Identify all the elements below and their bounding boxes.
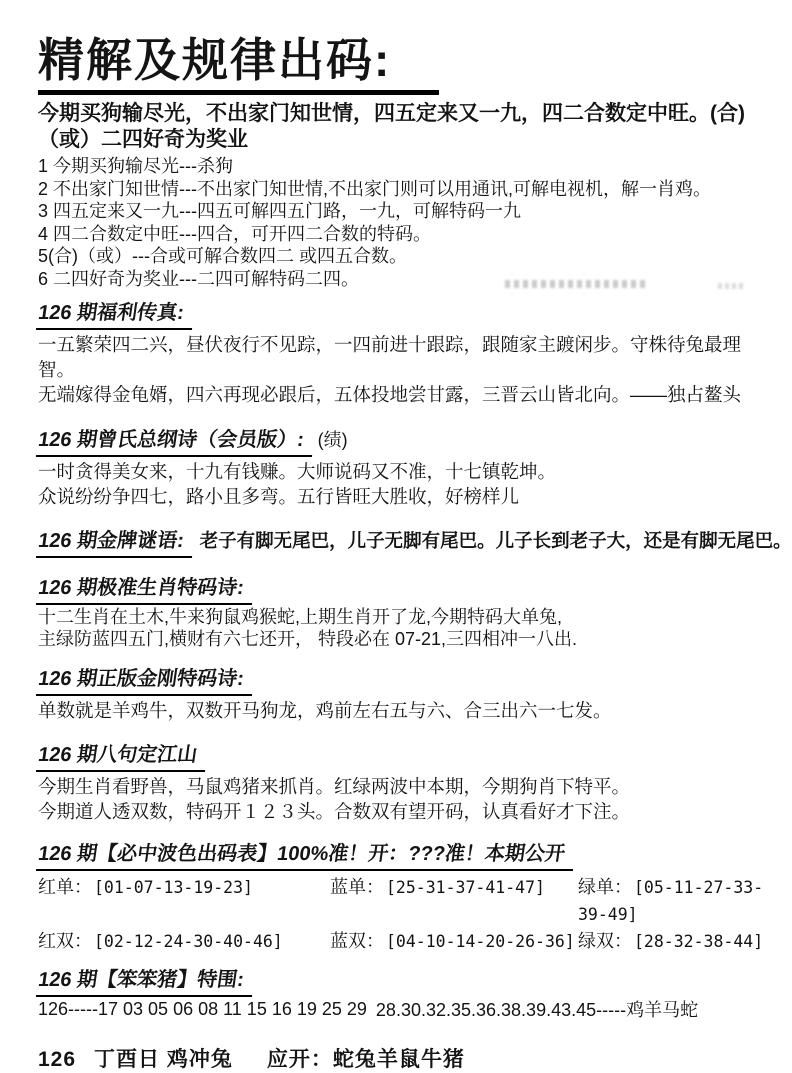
section-heading-text: 126 期【必中波色出码表】100%准！开：???准！本期公开: [36, 841, 577, 871]
explanation-item: 5(合)（或）---合或可解合数四二 或四五合数。: [38, 246, 407, 266]
section-heading-text: 126 期八句定江山: [36, 742, 209, 772]
color-cell: [578, 874, 772, 928]
explanation-item: 6 二四好奇为奖业---二四可解特码二四。: [38, 268, 359, 289]
footer-day: 丁酉日 鸡冲兔: [94, 1048, 233, 1071]
color-cell: [38, 928, 330, 955]
color-cell-values: [05-11-27-33-39-49]: [578, 878, 764, 924]
section-heading-text: 126 期金牌谜语:: [36, 528, 196, 558]
faded-print-artifact: [505, 280, 647, 288]
color-cell-values: [01-07-13-19-23]: [94, 878, 253, 897]
color-cell-label: 绿双：: [578, 931, 632, 951]
color-cell-label: 红双：: [38, 931, 92, 951]
section-bajiu-ding-jiangshan: [38, 742, 772, 824]
section-heading-text: 126 期曾氏总纲诗（会员版）:: [36, 427, 316, 457]
section-zengshi-zonggang: [38, 427, 772, 509]
section-line: 十二生肖在土木,牛来狗鼠鸡猴蛇,上期生肖开了龙,今期特码大单兔,: [38, 607, 563, 627]
intro-line-2: （或）二四好奇为奖业: [38, 128, 248, 151]
section-line: 众说纷纷争四七，路小且多弯。五行皆旺大胜收，好榜样儿: [38, 486, 520, 507]
color-cell-label: 绿单：: [578, 877, 632, 897]
tewei-numbers-line: [38, 999, 772, 1021]
intro-paragraph: [38, 101, 772, 153]
explanation-item: 4 四二合数定中旺---四合，可开四二合数的特码。: [38, 223, 431, 244]
section-fuli-chuanzhen: [38, 300, 772, 407]
tewei-numbers-left: 126-----17 03 05 06 08 11 15 16 19 25 29: [38, 999, 367, 1016]
section-heading-suffix: (绩): [317, 430, 348, 450]
section-heading: [38, 427, 772, 457]
footer-result: 应开：蛇兔羊鼠牛猪: [266, 1048, 465, 1071]
color-cell-values: [02-12-24-30-40-46]: [94, 932, 283, 951]
color-cell-label: 红单：: [38, 877, 92, 897]
section-heading: [38, 300, 772, 330]
table-row: [38, 928, 772, 955]
color-cell: [38, 874, 330, 928]
explanation-list: [38, 155, 772, 290]
section-body: [38, 332, 772, 407]
section-line: 单数就是羊鸡牛，双数开马狗龙，鸡前左右五与六、合三出六一七发。: [38, 700, 612, 721]
color-cell: [330, 928, 578, 955]
section-heading: [38, 742, 772, 772]
section-heading: [38, 575, 772, 605]
color-cell-values: [28-32-38-44]: [634, 932, 764, 951]
explanation-item: 1 今期买狗输尽光---杀狗: [38, 156, 233, 176]
section-heading: [38, 841, 772, 871]
section-bose-chuma-biao: [38, 841, 772, 955]
section-line: 无端嫁得金龟婿，四六再现必跟后，五体投地尝甘露，三晋云山皆北向。——独占鳌头: [38, 384, 742, 405]
color-cell: [578, 928, 772, 955]
section-body: [38, 698, 772, 723]
intro-line-1: 今期买狗输尽光，不出家门知世情，四五定来又一九，四二合数定中旺。(合): [38, 102, 745, 125]
explanation-item: 3 四五定来又一九---四五可解四五门路，一九，可解特码一九: [38, 201, 521, 221]
footer-line: [38, 1043, 772, 1073]
section-inline-text: 老子有脚无尾巴，儿子无脚有尾巴。儿子长到老子大，还是有脚无尾巴。: [199, 530, 792, 551]
faded-print-artifact: [718, 283, 744, 289]
section-shengxiao-tema-shi: [38, 575, 772, 650]
section-body: [38, 459, 772, 509]
section-jingang-tema-shi: [38, 666, 772, 723]
section-line: 一五繁荣四二兴，昼伏夜行不见踪，一四前进十跟踪，跟随家主踱闲步。守株待兔最理智。: [38, 334, 742, 380]
section-body: [38, 606, 772, 650]
section-jinpai-miyu: [36, 527, 792, 558]
section-line: 主绿防蓝四五门,横财有六七还开， 特段必在 07-21,三四相冲一八出.: [38, 629, 578, 649]
section-heading: [38, 666, 772, 696]
section-body: [38, 774, 772, 824]
color-code-table: [38, 874, 772, 955]
section-heading: [38, 967, 772, 997]
section-heading-text: 126 期正版金刚特码诗:: [36, 666, 256, 696]
section-heading-text: 126 期【笨笨猪】特围:: [36, 967, 256, 997]
footer-issue: 126: [38, 1048, 77, 1071]
table-row: [38, 874, 772, 928]
explanation-item: 2 不出家门知世情---不出家门知世情,不出家门则可以用通讯,可解电视机，解一肖鸡。: [38, 178, 711, 199]
color-cell-label: 蓝单：: [330, 877, 384, 897]
color-cell: [330, 874, 578, 928]
color-cell-values: [25-31-37-41-47]: [386, 878, 545, 897]
tewei-numbers-right: 28.30.32.35.36.38.39.43.45-----鸡羊马蛇: [375, 1000, 699, 1020]
section-heading-text: 126 期福利传真:: [36, 300, 196, 330]
section-heading-text: 126 期极准生肖特码诗:: [36, 575, 256, 605]
section-heading: [36, 527, 792, 558]
section-line: 一时贪得美女来，十九有钱赚。大师说码又不准，十七镇乾坤。: [38, 461, 557, 482]
section-benben-zhu-tewei: [38, 967, 772, 1021]
page-title: 精解及规律出码:: [38, 34, 439, 95]
color-cell-label: 蓝双：: [330, 931, 384, 951]
section-line: 今期生肖看野兽，马鼠鸡猪来抓肖。红绿两波中本期，今期狗肖下特平。: [38, 776, 631, 797]
section-line: 今期道人透双数，特码开１２３头。合数双有望开码，认真看好才下注。: [38, 801, 631, 822]
color-cell-values: [04-10-14-20-26-36]: [386, 932, 575, 951]
